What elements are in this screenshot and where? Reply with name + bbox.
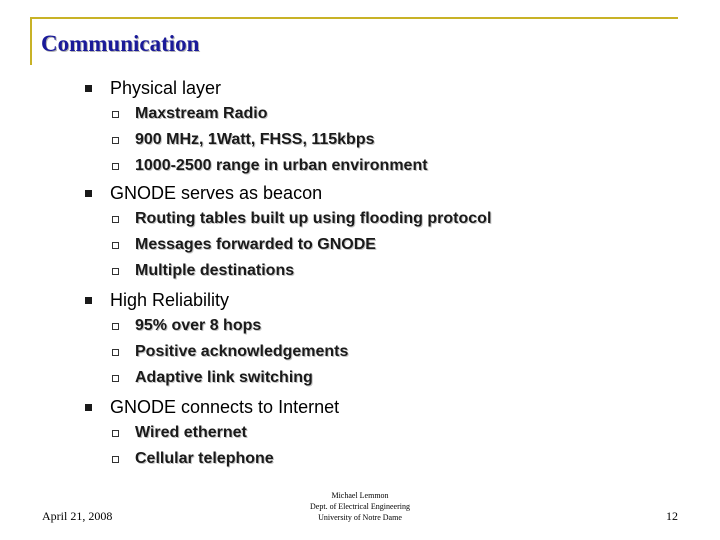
sub-bullet-text: 95% over 8 hops [135, 317, 262, 334]
title-frame-top-line [30, 17, 678, 19]
footer-date: April 21, 2008 [42, 509, 113, 523]
bullet-text: GNODE serves as beacon [110, 182, 323, 203]
sub-bullet-item [112, 316, 261, 336]
sub-bullet-text: Cellular telephone [135, 450, 274, 467]
hollow-square-bullet-icon [112, 430, 119, 437]
bullet-text: Physical layer [110, 77, 222, 98]
sub-bullet-text: Positive acknowledgements [135, 343, 349, 360]
hollow-square-bullet-icon [112, 375, 119, 382]
sub-bullet-text: Messages forwarded to GNODE [135, 236, 376, 253]
sub-bullet-text: Adaptive link switching [135, 369, 313, 386]
hollow-square-bullet-icon [112, 242, 119, 249]
bullet-text: High Reliability [110, 289, 230, 310]
sub-bullet-text: Wired ethernet [135, 424, 247, 441]
hollow-square-bullet-icon [112, 349, 119, 356]
hollow-square-bullet-icon [112, 268, 119, 275]
footer-author-block [260, 490, 460, 523]
sub-bullet-item [112, 156, 428, 176]
slide-title: Communication [41, 31, 200, 56]
bullet-item [85, 181, 322, 205]
sub-bullet-item [112, 261, 294, 281]
sub-bullet-item [112, 104, 268, 124]
hollow-square-bullet-icon [112, 163, 119, 170]
sub-bullet-item [112, 235, 376, 255]
sub-bullet-text: 1000-2500 range in urban environment [135, 157, 428, 174]
square-bullet-icon [85, 85, 92, 92]
square-bullet-icon [85, 297, 92, 304]
bullet-text: GNODE connects to Internet [110, 396, 340, 417]
sub-bullet-item [112, 368, 313, 388]
sub-bullet-item [112, 130, 374, 150]
sub-bullet-text: Routing tables built up using flooding protocol [135, 210, 492, 227]
square-bullet-icon [85, 404, 92, 411]
footer-university: University of Notre Dame [318, 513, 402, 522]
page-number: 12 [666, 509, 678, 523]
sub-bullet-item [112, 449, 274, 469]
title-frame-left-line [30, 17, 32, 65]
footer-author: Michael Lemmon [331, 491, 389, 500]
hollow-square-bullet-icon [112, 216, 119, 223]
square-bullet-icon [85, 190, 92, 197]
sub-bullet-item [112, 209, 491, 229]
hollow-square-bullet-icon [112, 323, 119, 330]
sub-bullet-text: 900 MHz, 1Watt, FHSS, 115kbps [135, 131, 375, 148]
sub-bullet-text: Multiple destinations [135, 262, 295, 279]
hollow-square-bullet-icon [112, 456, 119, 463]
bullet-item [85, 288, 229, 312]
bullet-item [85, 76, 221, 100]
sub-bullet-item [112, 423, 247, 443]
footer-department: Dept. of Electrical Engineering [310, 502, 410, 511]
hollow-square-bullet-icon [112, 137, 119, 144]
sub-bullet-text: Maxstream Radio [135, 105, 268, 122]
bullet-item [85, 395, 339, 419]
hollow-square-bullet-icon [112, 111, 119, 118]
sub-bullet-item [112, 342, 348, 362]
